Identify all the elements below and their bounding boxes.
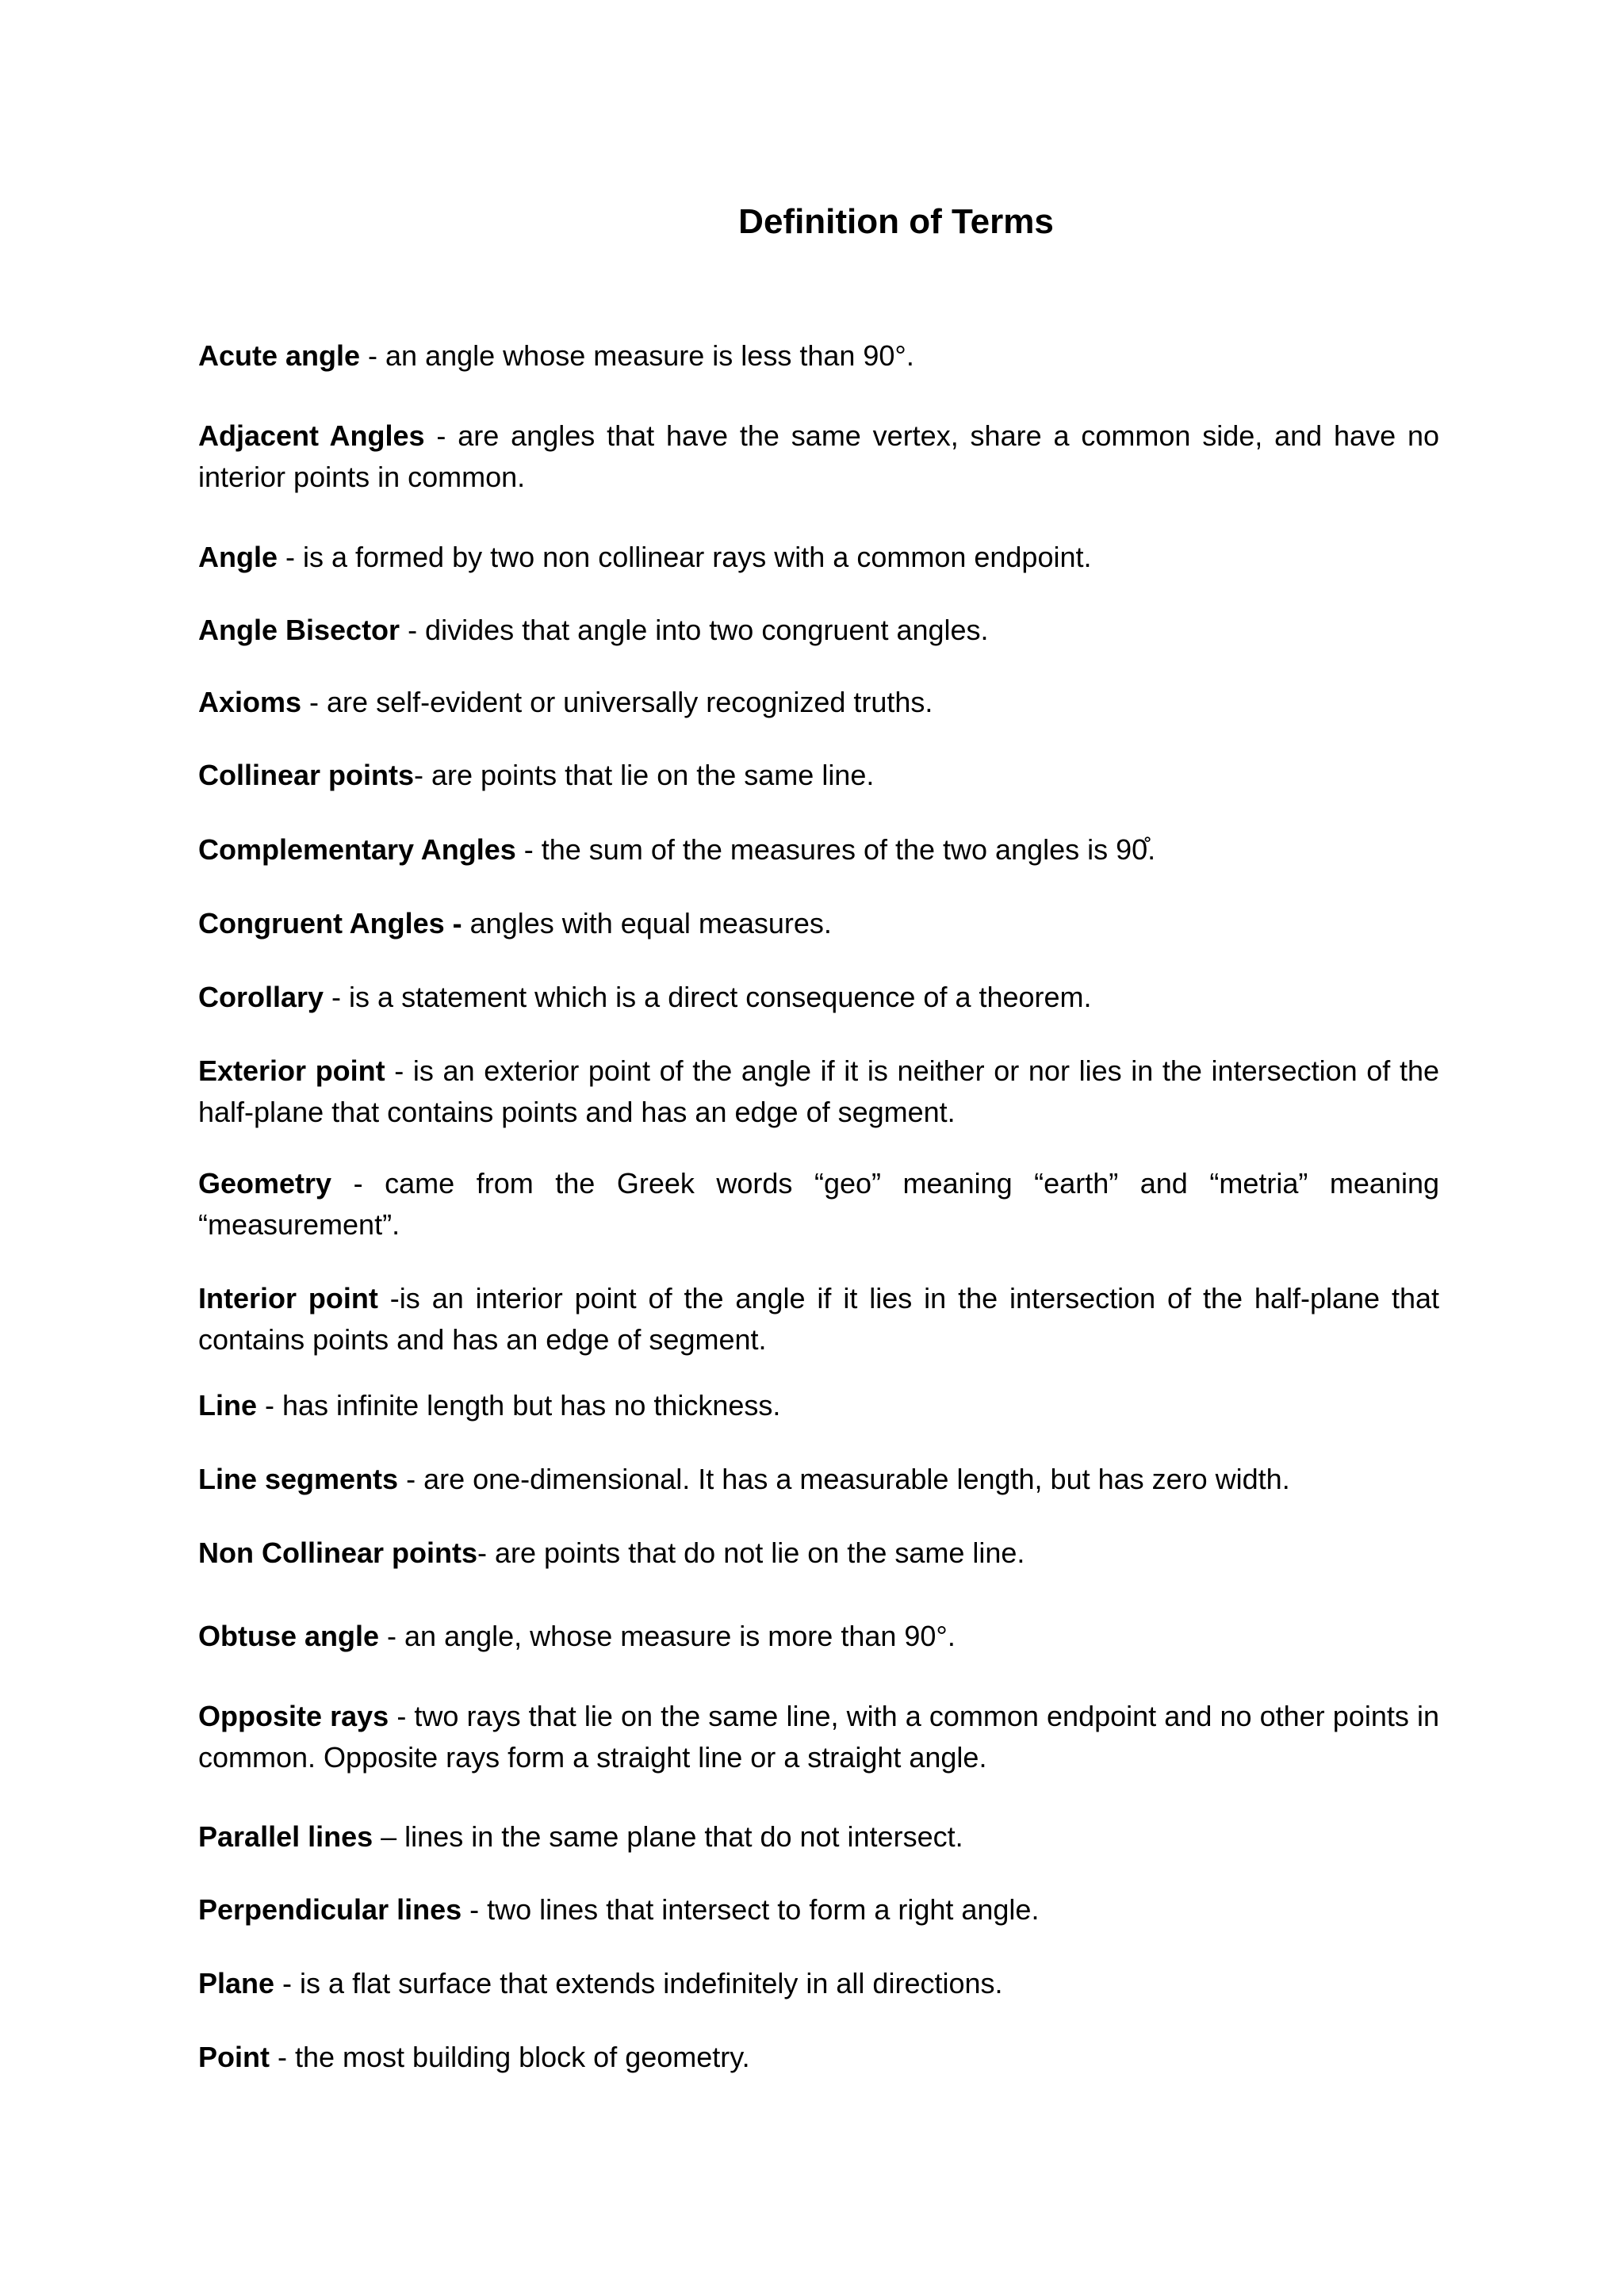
- definition: - came from the Greek words “geo” meaning “earth” and “metria” meaning “measurement”.: [198, 1167, 1439, 1241]
- definition: - the sum of the measures of the two angles is 90̊.: [515, 833, 1156, 866]
- definition-entry: [198, 1163, 1439, 1246]
- definition-entry: [198, 1616, 1439, 1657]
- definition-entry: [198, 829, 1439, 871]
- definition: angles with equal measures.: [462, 907, 832, 939]
- definition: - divides that angle into two congruent angles.: [400, 614, 989, 646]
- definition: - two lines that intersect to form a right angle.: [462, 1893, 1040, 1926]
- definition: - is a flat surface that extends indefinitely in all directions.: [274, 1967, 1003, 1999]
- term: Collinear points: [198, 759, 415, 791]
- definition: - are angles that have the same vertex, share a common side, and have no interior points in common.: [198, 419, 1439, 493]
- definition-entry: [198, 537, 1439, 578]
- term: Exterior point: [198, 1054, 385, 1087]
- term: Adjacent Angles: [198, 419, 425, 452]
- definition-entry: [198, 1816, 1439, 1858]
- term: Point: [198, 2041, 270, 2073]
- term: Axioms: [198, 686, 302, 718]
- definition: - an angle whose measure is less than 90°.: [360, 339, 914, 372]
- definition-entry: [198, 682, 1439, 723]
- definition: - two rays that lie on the same line, with a common endpoint and no other points in common. Opposite rays form a straight line or a straight angle.: [198, 1700, 1439, 1774]
- definition: – lines in the same plane that do not intersect.: [373, 1820, 963, 1853]
- term: Obtuse angle: [198, 1620, 380, 1652]
- definition: - is a statement which is a direct consequence of a theorem.: [324, 981, 1092, 1013]
- definition: - are points that lie on the same line.: [414, 759, 875, 791]
- definition-entry: [198, 977, 1439, 1018]
- term: Geometry: [198, 1167, 332, 1200]
- definition: - has infinite length but has no thickness.: [257, 1389, 781, 1422]
- term: Angle Bisector: [198, 614, 400, 646]
- definition: - are points that do not lie on the same line.: [477, 1536, 1025, 1569]
- definition-entry: [198, 610, 1439, 651]
- definition-entry: [198, 1278, 1439, 1360]
- definition-entry: [198, 1385, 1439, 1426]
- term: Interior point: [198, 1282, 378, 1314]
- definition-entry: [198, 1050, 1439, 1133]
- term: Angle: [198, 541, 278, 573]
- term: Line: [198, 1389, 258, 1422]
- definition: - are one-dimensional. It has a measurable length, but has zero width.: [398, 1463, 1290, 1495]
- term: Congruent Angles -: [198, 907, 462, 939]
- definition: - the most building block of geometry.: [269, 2041, 750, 2073]
- definition-entry: [198, 1963, 1439, 2004]
- definition-entry: [198, 755, 1439, 796]
- definition-entry: [198, 1533, 1439, 1574]
- definition-entry: [198, 903, 1439, 944]
- definition: - is an exterior point of the angle if it is neither or nor lies in the intersection of the half-plane that contains points and has an edge of segment.: [198, 1054, 1439, 1128]
- term: Perpendicular lines: [198, 1893, 462, 1926]
- term: Opposite rays: [198, 1700, 389, 1732]
- definition: - is a formed by two non collinear rays with a common endpoint.: [278, 541, 1092, 573]
- definition-entry: [198, 415, 1439, 498]
- term: Corollary: [198, 981, 324, 1013]
- definition-entry: [198, 335, 1439, 377]
- definition-entry: [198, 2037, 1439, 2078]
- term: Plane: [198, 1967, 275, 1999]
- definition: -is an interior point of the angle if it lies in the intersection of the half-plane that contains points and has an edge of segment.: [198, 1282, 1439, 1356]
- term: Parallel lines: [198, 1820, 373, 1853]
- definition-entry: [198, 1889, 1439, 1931]
- definition-entry: [198, 1696, 1439, 1778]
- definition: - an angle, whose measure is more than 90°.: [379, 1620, 956, 1652]
- definition-entry: [198, 1459, 1439, 1500]
- page-title: Definition of Terms: [738, 202, 1054, 241]
- term: Non Collinear points: [198, 1536, 478, 1569]
- term: Line segments: [198, 1463, 399, 1495]
- term: Acute angle: [198, 339, 361, 372]
- definition: - are self-evident or universally recognized truths.: [301, 686, 933, 718]
- term: Complementary Angles: [198, 833, 516, 866]
